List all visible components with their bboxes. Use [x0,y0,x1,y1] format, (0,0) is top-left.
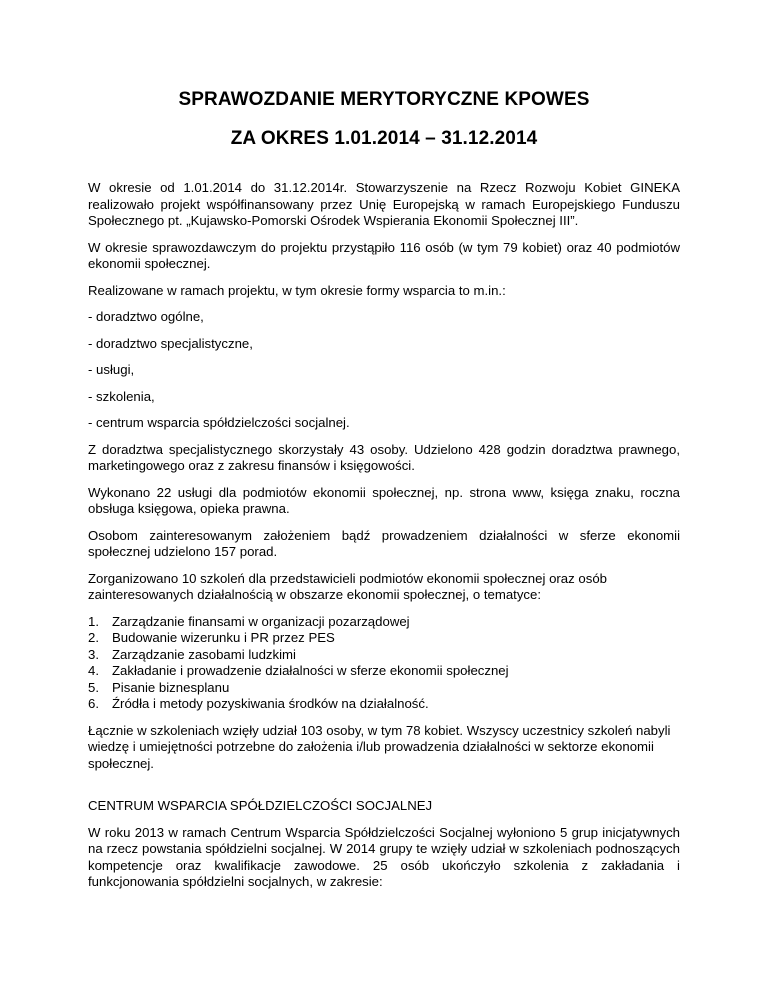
paragraph-forms-intro: Realizowane w ramach projektu, w tym okresie formy wsparcia to m.in.: [88,282,506,298]
paragraph-advice: Osobom zainteresowanym założeniem bądź prowadzeniem działalności w sferze ekonomii społecznej udzielono 157 porad. [88,527,680,559]
paragraph-training-summary: Łącznie w szkoleniach wzięły udział 103 osoby, w tym 78 kobiet. Wszyscy uczestnicy szkoleń nabyli wiedzę i umiejętności potrzebne do założenia i/lub prowadzenia działalności w sektorze ekonomii społecznej. [88,722,671,771]
training-topics-list [88,614,680,713]
paragraph-cooperative-support: W roku 2013 w ramach Centrum Wsparcia Spółdzielczości Socjalnej wyłoniono 5 grup inicjatywnych na rzecz powstania spółdzielni socjalnej. W 2014 grupy te wzięły udział w szkoleniach podnoszących kompetencje oraz kwalifikacje zawodowe. 25 osób ukończyło szkolenia z zakładania i funkcjonowania spółdzielni socjalnych, w zakresie: [88,824,680,889]
paragraph-services: Wykonano 22 usługi dla podmiotów ekonomii społecznej, np. strona www, księga znaku, roczna obsługa księgowa, opieka prawna. [88,484,680,516]
section-heading: CENTRUM WSPARCIA SPÓŁDZIELCZOŚCI SOCJALNEJ [88,798,433,813]
list-item: 3. Zarządzanie zasobami ludzkimi [88,646,296,662]
form-item: - szkolenia, [88,388,155,404]
paragraph-trainings-intro: Zorganizowano 10 szkoleń dla przedstawicieli podmiotów ekonomii społecznej oraz osób zainteresowanych działalnością w obszarze ekonomii społecznej, o tematyce: [88,570,607,602]
spacer [88,782,680,798]
list-item: 6. Źródła i metody pozyskiwania środków na działalność. [88,696,429,711]
paragraph-participants: W okresie sprawozdawczym do projektu przystąpiło 116 osób (w tym 79 kobiet) oraz 40 podmiotów ekonomii społecznej. [88,239,680,271]
list-item: 4. Zakładanie i prowadzenie działalności w sferze ekonomii społecznej [88,663,509,678]
paragraph-intro: W okresie od 1.01.2014 do 31.12.2014r. Stowarzyszenie na Rzecz Rozwoju Kobiet GINEKA realizowało projekt współfinansowany przez Unię Europejską w ramach Europejskiego Funduszu Społecznego pt. „Kujawsko-Pomorski Ośrodek Wspierania Ekonomii Społecznej III”. [88,180,680,228]
list-item: 2. Budowanie wizerunku i PR przez PES [88,630,335,645]
document-subtitle-period: ZA OKRES 1.01.2014 – 31.12.2014 [230,128,538,149]
list-item: 1. Zarządzanie finansami w organizacji pozarządowej [88,613,410,629]
form-item: - usługi, [88,362,135,377]
paragraph-consulting: Z doradztwa specjalistycznego skorzystały 43 osoby. Udzielono 428 godzin doradztwa prawnego, marketingowego oraz z zakresu finansów i księgowości. [88,441,680,473]
form-item: - doradztwo ogólne, [88,309,204,324]
form-item: - doradztwo specjalistyczne, [88,335,253,351]
list-item: 5. Pisanie biznesplanu [88,679,230,695]
document-body [88,180,680,901]
document-title: SPRAWOZDANIE MERYTORYCZNE KPOWES [178,89,590,110]
form-item: - centrum wsparcia spółdzielczości socjalnej. [88,415,350,430]
